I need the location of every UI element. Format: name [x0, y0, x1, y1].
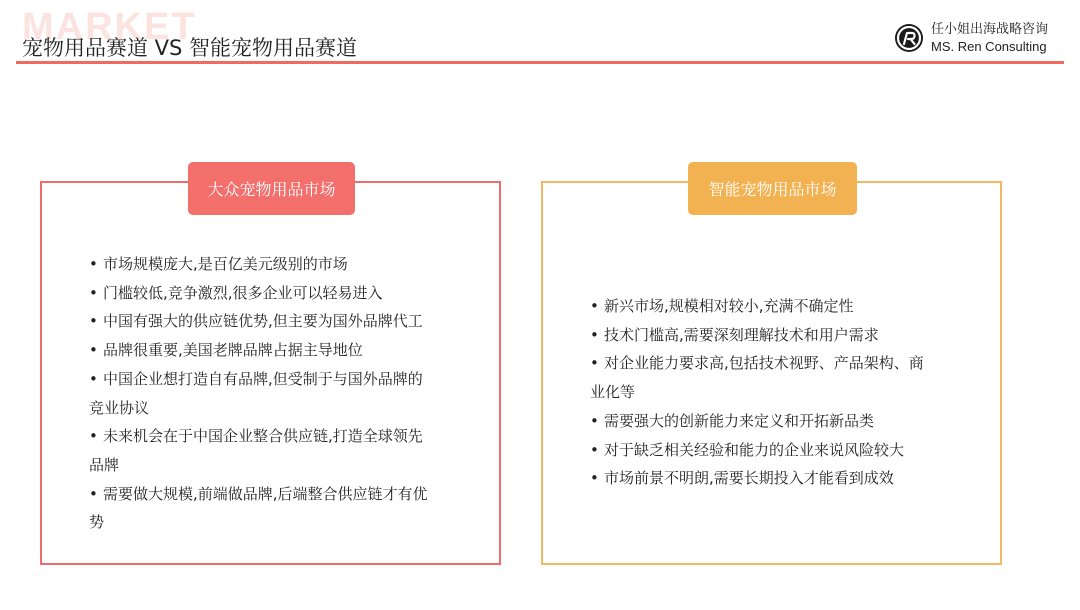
brand-logo-icon	[895, 24, 923, 52]
title-divider	[16, 61, 1064, 64]
list-item: • 品牌很重要,美国老牌品牌占据主导地位	[89, 336, 459, 365]
smart-market-heading: 智能宠物用品市场	[688, 162, 857, 215]
page-title: 宠物用品赛道 VS 智能宠物用品赛道	[22, 36, 358, 60]
list-item: • 未来机会在于中国企业整合供应链,打造全球领先 品牌	[89, 422, 459, 479]
list-item: • 市场前景不明朗,需要长期投入才能看到成效	[590, 464, 960, 493]
brand-name-en: MS. Ren Consulting	[931, 39, 1047, 54]
list-item: • 需要强大的创新能力来定义和开拓新品类	[590, 407, 960, 436]
mass-market-heading: 大众宠物用品市场	[188, 162, 355, 215]
smart-market-bullet-list	[590, 292, 960, 493]
list-item: • 对于缺乏相关经验和能力的企业来说风险较大	[590, 436, 960, 465]
mass-market-bullet-list	[89, 250, 459, 537]
list-item: • 对企业能力要求高,包括技术视野、产品架构、商 业化等	[590, 349, 960, 406]
brand-name-cn: 任小姐出海战略咨询	[931, 22, 1049, 37]
list-item: • 中国有强大的供应链优势,但主要为国外品牌代工	[89, 307, 459, 336]
list-item: • 中国企业想打造自有品牌,但受制于与国外品牌的 竞业协议	[89, 365, 459, 422]
list-item: • 门槛较低,竞争激烈,很多企业可以轻易进入	[89, 279, 459, 308]
list-item: • 需要做大规模,前端做品牌,后端整合供应链才有优 势	[89, 480, 459, 537]
watermark-text: MARKET	[22, 6, 197, 48]
list-item: • 市场规模庞大,是百亿美元级别的市场	[89, 250, 459, 279]
brand-block	[895, 20, 1048, 56]
list-item: • 新兴市场,规模相对较小,充满不确定性	[590, 292, 960, 321]
list-item: • 技术门槛高,需要深刻理解技术和用户需求	[590, 321, 960, 350]
